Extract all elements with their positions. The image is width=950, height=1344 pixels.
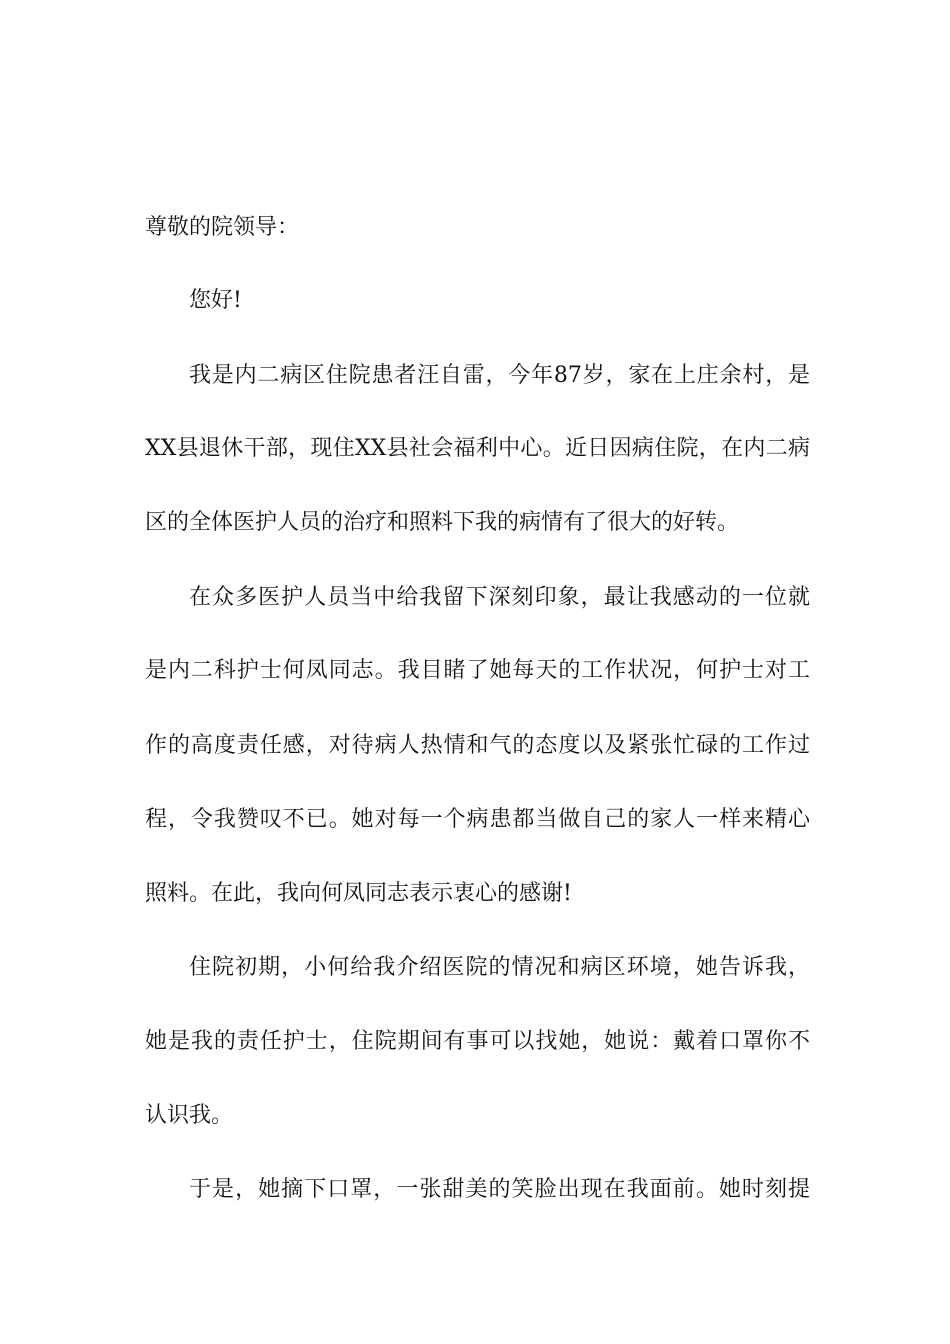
paragraph-line: 在众多医护人员当中给我留下深刻印象，最让我感动的一位就 <box>189 585 810 610</box>
paragraph-line: 程，令我赞叹不已。她对每一个病患都当做自己的家人一样来精心 <box>145 807 810 832</box>
paragraph-line: 区的全体医护人员的治疗和照料下我的病情有了很大的好转。 <box>145 510 740 535</box>
paragraph-line: 作的高度责任感，对待病人热情和气的态度以及紧张忙碌的工作过 <box>145 733 810 758</box>
paragraph-line: 认识我。 <box>145 1103 234 1128</box>
salutation: 尊敬的院领导： <box>145 215 300 240</box>
paragraph-line: 是内二科护士何凤同志。我目睹了她每天的工作状况，何护士对工 <box>145 658 810 683</box>
paragraph-line: 于是，她摘下口罩，一张甜美的笑脸出现在我面前。她时刻提 <box>189 1177 810 1202</box>
paragraph-line: 她是我的责任护士，住院期间有事可以找她，她说：戴着口罩你不 <box>145 1029 810 1054</box>
greeting: 您好! <box>189 288 242 313</box>
paragraph-line: 我是内二病区住院患者汪自雷，今年87岁，家在上庄余村，是 <box>189 363 810 388</box>
paragraph-line: 住院初期，小何给我介绍医院的情况和病区环境，她告诉我， <box>189 955 810 980</box>
paragraph-line: 照料。在此，我向何凤同志表示衷心的感谢! <box>145 881 572 906</box>
paragraph-line: XX县退休干部，现住XX县社会福利中心。近日因病住院，在内二病 <box>145 436 810 461</box>
